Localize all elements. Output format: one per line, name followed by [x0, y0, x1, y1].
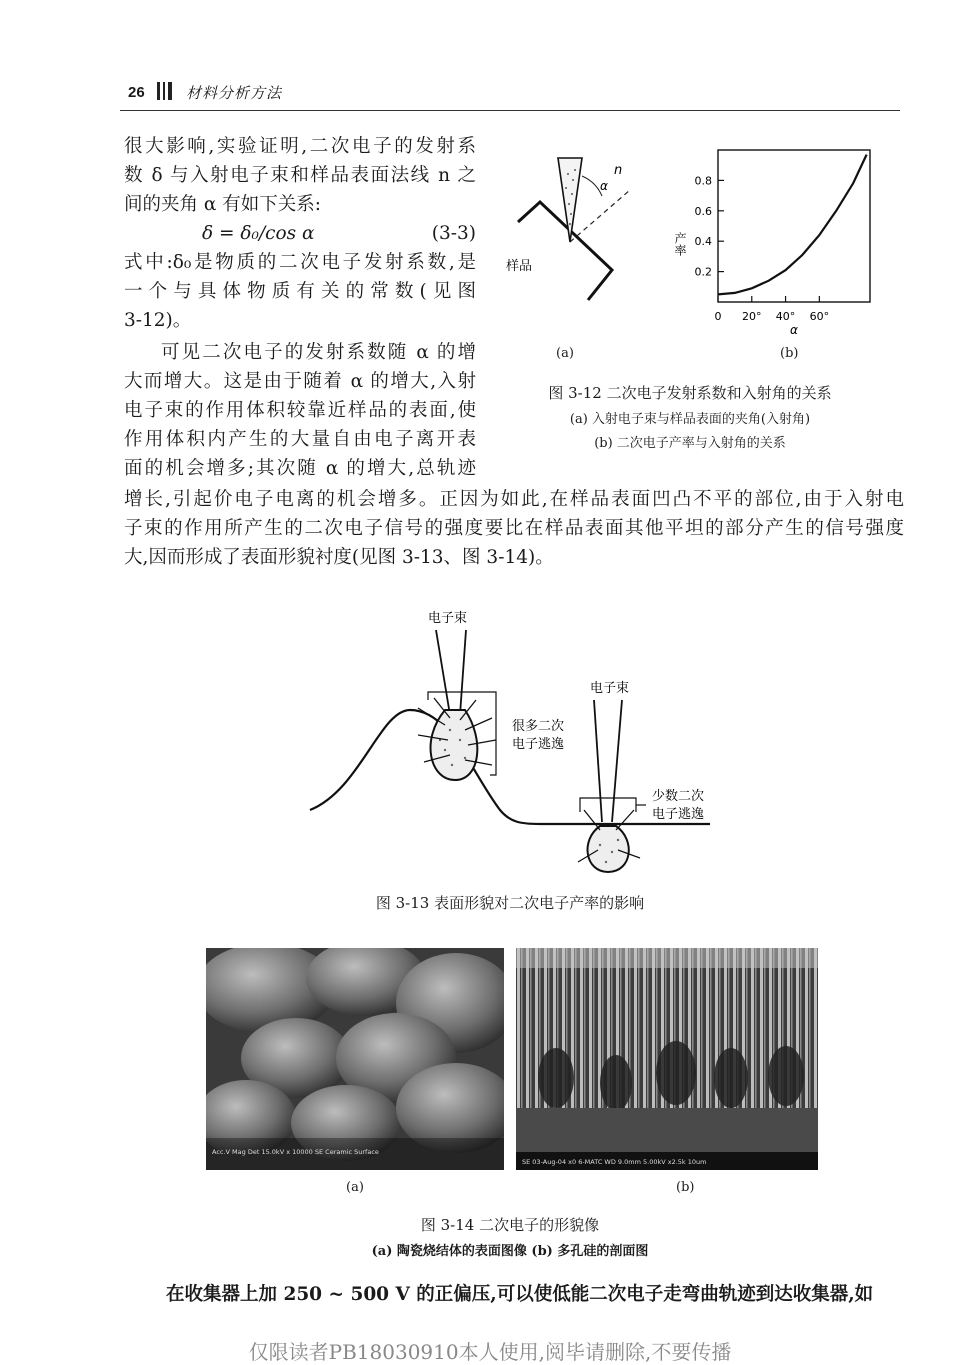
y-tick-label: 0.6	[694, 204, 712, 218]
header-bars-icon	[156, 80, 176, 102]
yield-curve	[718, 155, 867, 295]
angle-arc	[582, 176, 602, 196]
paragraph-2	[124, 338, 476, 483]
fig14-caption: 图 3-14 二次电子的形貌像	[420, 1216, 600, 1234]
beam-cone	[558, 158, 582, 242]
fig12-panel-b-label: (b)	[780, 346, 799, 361]
y-tick-label: 0.8	[694, 174, 712, 188]
fig14-panel-a-label: (a)	[346, 1180, 364, 1195]
x-tick-label: 0	[714, 310, 722, 323]
book-title: 材料分析方法	[186, 84, 283, 102]
beam-label-1: 电子束	[428, 611, 468, 626]
equation-row	[124, 219, 476, 248]
angle-label: α	[600, 179, 608, 193]
photo-a-overlay: Acc.V Mag Det 15.0kV x 10000 SE Ceramic Surface	[212, 1148, 379, 1156]
normal-line	[570, 190, 630, 242]
interaction-volume-2	[588, 826, 629, 872]
text-line: 大,因而形成了表面形貌衬度(见图 3-13、图 3-14)。	[124, 547, 554, 568]
photo-b-overlay: SE 03-Aug-04 x0 6-MATC WD 9.0mm 5.00kV x2.5k 10um	[522, 1158, 707, 1166]
fig12-caption: 图 3-12 二次电子发射系数和入射角的关系	[548, 384, 832, 402]
text-line: 电子束的作用体积较靠近样品的表面,使	[124, 400, 476, 421]
fig12-panel-a-label: (a)	[556, 346, 574, 361]
plot-frame	[718, 150, 870, 302]
last-text-line: 在收集器上加 250 ~ 500 V 的正偏压,可以使低能二次电子走弯曲轨迹到达收集器,如	[166, 1284, 874, 1305]
text-line: 一个与具体物质有关的常数(见图	[124, 281, 476, 302]
normal-label: n	[614, 163, 623, 178]
fig12a-diagram	[500, 150, 650, 310]
few-escape-label-1: 少数二次	[652, 789, 705, 804]
text-line: 子束的作用所产生的二次电子信号的强度要比在样品表面其他平坦的部分产生的信号强度	[124, 518, 904, 539]
beam-label-2: 电子束	[590, 681, 630, 696]
text-line: 3-12)。	[124, 310, 192, 331]
photo-porous-silicon	[516, 948, 818, 1170]
x-tick-label: 20°	[742, 310, 762, 323]
text-line: 很大影响,实验证明,二次电子的发射系	[124, 136, 476, 157]
paragraph-1	[124, 132, 476, 335]
equation: δ = δ₀/cos α	[202, 223, 315, 244]
fig12-sub-b: (b) 二次电子产率与入射角的关系	[594, 436, 786, 451]
text-line: 可见二次电子的发射系数随 α 的增	[161, 342, 476, 363]
x-tick-label: 60°	[809, 310, 830, 323]
photo-ceramic-surface	[206, 948, 504, 1170]
x-tick-label: 40°	[775, 310, 796, 323]
text-line: 增长,引起价电子电离的机会增多。正因为如此,在样品表面凹凸不平的部位,由于入射电	[124, 489, 904, 510]
text-line: 作用体积内产生的大量自由电子离开表	[124, 429, 476, 450]
text-line: 数 δ 与入射电子束和样品表面法线 n 之	[124, 165, 476, 186]
few-escape-label-2: 电子逃逸	[652, 807, 705, 822]
equation-number: (3-3)	[431, 223, 476, 244]
y-ticks	[695, 174, 725, 278]
fig14-sub: (a) 陶瓷烧结体的表面图像 (b) 多孔硅的剖面图	[371, 1244, 649, 1259]
page-number: 26	[128, 84, 145, 101]
fig12-sub-a: (a) 入射电子束与样品表面的夹角(入射角)	[569, 412, 811, 427]
many-escape-label-1: 很多二次	[512, 719, 565, 734]
many-escape-label-2: 电子逃逸	[512, 737, 565, 752]
footer-notice: 仅限读者PB18030910本人使用,阅毕请删除,不要传播	[248, 1340, 732, 1364]
sample-label: 样品	[506, 259, 533, 274]
y-tick-label: 0.4	[694, 235, 712, 249]
text-line: 式中:δ₀是物质的二次电子发射系数,是	[124, 252, 476, 273]
x-ticks	[715, 296, 830, 323]
fig12b-chart	[660, 140, 880, 340]
paragraph-3	[124, 485, 904, 572]
fig13-diagram	[300, 600, 720, 880]
text-line: 大而增大。这是由于随着 α 的增大,入射	[124, 371, 476, 392]
header-rule	[120, 110, 900, 111]
text-line: 间的夹角 α 有如下关系:	[124, 194, 321, 215]
y-tick-label: 0.2	[694, 265, 712, 279]
y-axis-label: 产率	[673, 232, 687, 256]
surface-profile	[310, 710, 710, 824]
fig13-caption: 图 3-13 表面形貌对二次电子产率的影响	[375, 894, 645, 912]
text-line: 面的机会增多;其次随 α 的增大,总轨迹	[124, 458, 476, 479]
x-axis-label: α	[790, 323, 798, 337]
sample-surface	[518, 202, 612, 300]
fig14-panel-b-label: (b)	[676, 1180, 695, 1195]
